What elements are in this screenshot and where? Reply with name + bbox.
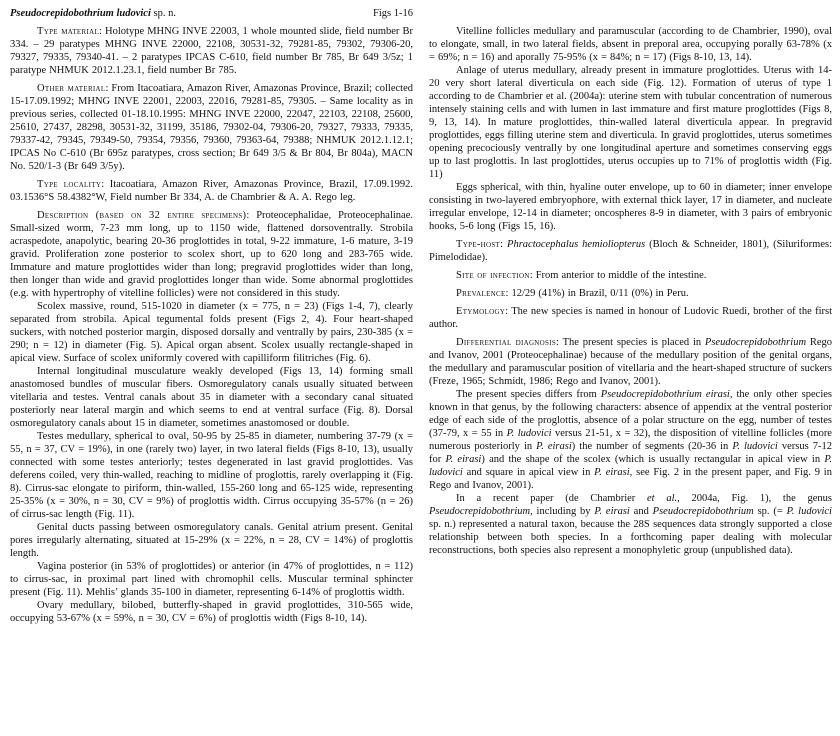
text-run: : From Itacoatiara, Amazon River, Amazonas Province, Brazil; collected 15-17.09.1992; MHNG INVE 22001, 22003, 22016, 79281-85, 79305. – Same locality as in previous series, collected 01-18.10.1995: MHNG INVE 22000, 22047, 22103, 22108, 25600, 25610, 27437, 28298, 30531-32, 31199, 35186, 79302-04, 79306-20, 79327, 79333, 79335, 79337-42, 79345, 79349-50, 79354, 79356, 79360, 79363-64, 79388; NHMUK 2012.1.12.1; IPCAS No C-610 (Br 695z paratypes, cross section; Br 649 3/5 & Br 804, Br 804a), MACN No. 520/1-3 (Br 649 3/5y). [10, 83, 413, 172]
paragraph [10, 178, 413, 204]
section-label: Etymology [456, 306, 506, 317]
left-column-paragraphs [10, 25, 413, 625]
taxon-name: P. eirasi [445, 454, 482, 465]
taxon-name: P. ludovici [506, 428, 552, 439]
text-run: and [629, 506, 653, 517]
section-label: Type material [37, 26, 100, 37]
paragraph [10, 560, 413, 599]
paragraph [429, 25, 832, 64]
species-name: Pseudocrepidobothrium ludovici [10, 8, 151, 19]
species-heading [10, 7, 413, 20]
paragraph [10, 300, 413, 365]
text-run: In a recent paper (de Chambrier [456, 493, 648, 504]
taxon-name: Phractocephalus hemioliopterus [507, 239, 646, 250]
text-run: : Itacoatiara, Amazon River, Amazonas Province, Brazil, 17.09.1992. 03.1536°S 58.4382°W, Field number Br 334, A. de Chambrier & A. A. Rego leg. [10, 179, 413, 203]
text-run: ) the number of segments (20-36 in [571, 441, 733, 452]
text-run: , the only other species known in that genus, by the following characters: absence of appendix at the ventral posterior edge of each side of the proglottis, absence of a polar structure on the egg, number of testes (37-79, x = 55 in [429, 389, 833, 439]
text-run: The present species differs from [456, 389, 601, 400]
right-column-paragraphs [429, 25, 832, 557]
text-run: Vagina posterior (in 53% of proglottides) or anterior (in 47% of proglottides, n = 112) to cirrus-sac, in proximal part lined with chromophil cells. Muscular terminal sphincter present (Fig. 11). Mehlis’ glands 35-100 in diameter, representing 6-14% of proglottis width. [10, 561, 413, 598]
text-run: , see Fig. 2 in the present paper, and Fig. 9 in Rego and Ivanov, 2001). [429, 467, 832, 491]
paragraph [10, 365, 413, 430]
paragraph [429, 238, 832, 264]
section-label: Type locality [37, 179, 102, 190]
text-run: : [500, 239, 508, 250]
paragraph [10, 209, 413, 300]
paragraph [429, 388, 832, 492]
paragraph [10, 599, 413, 625]
paragraph [429, 287, 832, 300]
text-run: , 2004a, Fig. 1), the genus [677, 493, 832, 504]
left-column [10, 7, 413, 736]
right-column [429, 7, 832, 736]
text-run: Genital ducts passing between osmoregulatory canals. Genital atrium present. Genital pores irregularly alternating, situated at 15-29% (x = 22%, n = 28, CV = 14%) of proglottis length. [10, 522, 413, 559]
text-run: versus 7-12 for [429, 441, 832, 465]
paragraph [10, 430, 413, 521]
text-run: , including by [530, 506, 595, 517]
text-run: : The present species is placed in [556, 337, 705, 348]
text-run: sp. (= [753, 506, 787, 517]
text-run: Ovary medullary, bilobed, butterfly-shaped in gravid proglottides, 310-565 wide, occupying 53-67% (x = 59%, n = 30, CV = 6%) of proglottis width (Figs 8-10, 14). [10, 600, 413, 624]
section-label: Site of infection [456, 270, 530, 281]
text-run: Internal longitudinal musculature weakly developed (Figs 13, 14) forming small anastomosed bundles of muscular fibers. Osmoregulatory canals usually situated between vitellaria and testes. Ventral canals about 35 in diameter with a secondary canal situated posteriorly near lateral margin and which seems to end at ventral surface (Fig. 8). Dorsal osmoregulatory canals about 15 in diameter, sometimes anastomosed or double. [10, 366, 413, 429]
text-run: : 12/29 (41%) in Brazil, 0/11 (0%) in Peru. [505, 288, 689, 299]
taxon-name: P. eirasi [594, 467, 630, 478]
text-run: : From anterior to middle of the intestine. [529, 270, 707, 281]
paragraph [429, 305, 832, 331]
paragraph [429, 336, 832, 388]
taxon-name: Pseudocrepidobothrium [652, 506, 754, 517]
text-run: ) and the shape of the scolex (which is usually rectangular in apical view in [481, 454, 825, 465]
text-run: Testes medullary, spherical to oval, 50-95 by 25-85 in diameter, numbering 37-79 (x = 55, n = 37, CV = 19%), in one (rarely two) layer, in two lateral fields (Figs 8-10, 13), usually connected with some testes anteriorly; testes degenerated in last gravid proglottides. Vas deferens coiled, very thin-walled, reaching to midline of proglottis, rarely overlapping it (Fig. 8). Cirrus-sac elongate to piriform, thin-walled, 155-260 long and 65-125 wide, representing 25-35% (x = 30%, n = 30, CV = 9%) of proglottis width. Cirrus occupying 35-57% (n = 26) of cirrus-sac length (Fig. 11). [10, 431, 413, 520]
taxon-name: Pseudocrepidobothrium [704, 337, 807, 348]
section-label: Other material [37, 83, 106, 94]
text-run: and square in apical view in [462, 467, 595, 478]
text-run: Scolex massive, round, 515-1020 in diameter (x = 775, n = 23) (Figs 1-4, 7), clearly separated from strobila. Apical tegumental folds present (Figs 2, 4). Four heart-shaped suckers, with notched posterior margin, disposed dorsally and ventrally by pairs, 230-385 (x = 290; n = 12) in diameter (Fig. 5). Apical organ absent. Scolex usually rectangle-shaped in apical view. Surface of scolex uniformly covered with capilliform filitriches (Fig. 6). [10, 301, 413, 364]
taxon-name: Pseudocrepidobothrium [429, 506, 531, 517]
figs-reference: Figs 1-16 [373, 8, 413, 19]
paragraph [10, 521, 413, 560]
paragraph [10, 25, 413, 77]
text-run: : The new species is named in honour of Ludovic Ruedi, brother of the first author. [429, 306, 832, 330]
text-run: Anlage of uterus medullary, already present in immature proglottides. Uterus with 14-20 very short lateral diverticula on each side (Fig. 12). Formation of uterus of type 1 according to de Chambrier et al. (2004a): uterine stem with tubular concentration of numerous intensely staining cells and with lumen in last immature and first mature proglottides (Figs 8, 9, 13, 14). In mature proglottides, thin-walled lateral diverticula appear. In pregravid proglottides, eggs filling uterine stem and diverticula. In gravid proglottides, uterus sometimes opening precociously ventrally by one longitudinal aperture and sometimes conserving eggs up to last proglottis. In last proglottides, uterus occupies up to 71% of proglottis width (Fig. 11) [429, 65, 832, 180]
text-run: Vitelline follicles medullary and paramuscular (according to de Chambrier, 1990), oval to elongate, small, in two lateral fields, absent in preporal area, occupying porally 63-78% (x = 69%; n = 16) and aporally 75-95% (x = 84%; n = 17) (Figs 8-10, 13, 14). [429, 26, 832, 63]
text-run: : Holotype MHNG INVE 22003, 1 whole mounted slide, field number Br 334. – 29 paratypes MHNG INVE 22000, 22108, 30531-32, 79281-85, 79302, 79306-20, 79327, 79335, 79340-41. – 2 paratypes IPCAS C-610, field number Br 785, Br 649 3/5z; 1 paratype NHMUK 2012.1.23.1, field number Br 785. [10, 26, 414, 76]
species-title [10, 7, 176, 20]
paragraph [10, 82, 413, 173]
text-run: versus 21-51, x = 32), the disposition of vitelline follicles (more numerous posteriorly in [429, 428, 832, 452]
taxon-name: P. eirasi [594, 506, 630, 517]
section-label: Prevalence [456, 288, 506, 299]
taxon-name: P. ludovici [786, 506, 832, 517]
taxon-name: P. ludovici [732, 441, 778, 452]
section-label: Type-host [456, 239, 501, 250]
paragraph [429, 492, 832, 557]
taxon-name: et al. [647, 493, 678, 504]
paragraph [429, 64, 832, 181]
taxon-name: P. eirasi [536, 441, 572, 452]
section-label: Description (based on 32 entire specimens) [37, 210, 247, 221]
taxon-name: Pseudocrepidobothrium eirasi [600, 389, 730, 400]
paragraph [429, 181, 832, 233]
text-run: Eggs spherical, with thin, hyaline outer envelope, up to 60 in diameter; inner envelope consisting in two-layered embryophore, with external thick layer, 17 in diameter, and nucleate irregular envelope, 12-14 in diameter; oncospheres 8-9 in diameter, with 3 pairs of embryonic hooks, 5-6 long (Figs 15, 16). [429, 182, 832, 232]
section-label: Differential diagnosis [456, 337, 557, 348]
text-run: Rego and Ivanov, 2001 (Proteocephalinae) because of the medullary position of the genital organs, the medullary and paramuscular position of vitellaria and the heart-shaped structure of suckers (Freze, 1965; Schmidt, 1986; Rego and Ivanov, 2001). [429, 337, 832, 387]
species-suffix: sp. n. [150, 8, 176, 19]
paragraph [429, 269, 832, 282]
text-run: : Proteocephalidae, Proteocephalinae. Small-sized worm, 7-23 mm long, up to 1150 wide, flattened dorsoventrally. Strobila acraspedote, anapolytic, bearing 20-36 proglottides in total, 9-22 immature, 1-6 mature, 3-19 gravid. Proliferation zone posterior to scolex short, up to 620 long and 283-765 wide. Immature and mature proglottides wider than long; pregravid proglottides wider than long, then longer than wide and gravid proglottides longer than wide. Some abnormal proglottides (e.g. with hypertrophy of vitelline follicles) were not considered in this study. [10, 210, 413, 299]
text-run: (Bloch & Schneider, 1801), (Siluriformes: Pimelodidae). [429, 239, 833, 263]
text-run: sp. n.) represented a natural taxon, because the 28S sequences data strongly supported a close relationship between both species. In a forthcoming paper dealing with molecular reconstructions, both species also represent a monophyletic group (unpublished data). [429, 519, 832, 556]
taxon-name: P. ludovici [429, 454, 833, 478]
